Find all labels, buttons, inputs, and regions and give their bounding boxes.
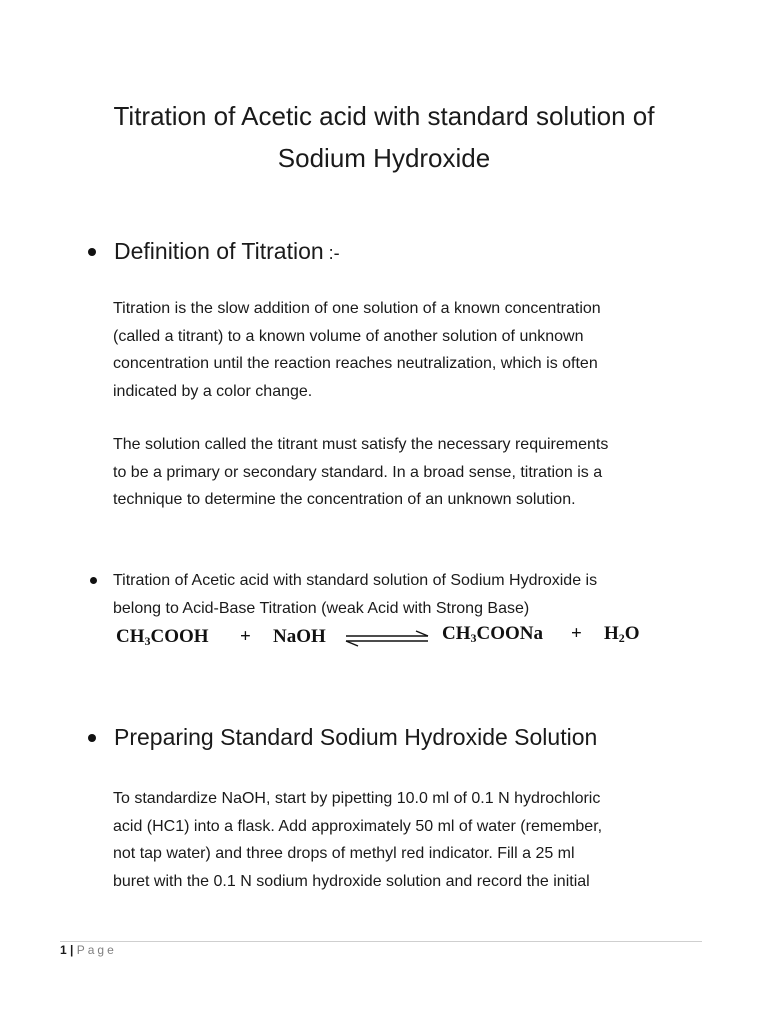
paragraph-line: technique to determine the concentration of an unknown solution. [113, 491, 576, 508]
product-sodium-acetate: $CH_3COONa$ [442, 623, 543, 645]
title-line-2: Sodium Hydroxide [277, 143, 491, 173]
paragraph-line: To standardize NaOH, start by pipetting 10.0 ml of 0.1 N hydrochloric [113, 790, 601, 807]
reactant-naoh: NaOH [273, 626, 326, 647]
page-footer [60, 943, 117, 957]
reactant-acetic-acid: $CH_3COOH$ [116, 626, 209, 648]
paragraph-line: Titration is the slow addition of one solution of a known concentration [113, 300, 601, 317]
paragraph-line: Titration of Acetic acid with standard solution of Sodium Hydroxide is [113, 572, 598, 589]
bullet-icon [90, 577, 97, 584]
plus-sign: + [571, 623, 582, 644]
title-line-1: Titration of Acetic acid with standard solution of [113, 101, 655, 131]
paragraph-line: not tap water) and three drops of methyl red indicator. Fill a 25 ml [113, 845, 575, 862]
page-label: Page [76, 943, 117, 957]
document-title [60, 95, 708, 179]
product-water: $H_2O$ [604, 623, 640, 645]
paragraph-line: (called a titrant) to a known volume of another solution of unknown [113, 327, 584, 345]
plus-sign: + [240, 626, 251, 647]
section-definition-heading [88, 238, 340, 265]
paragraph-line: concentration until the reaction reaches neutralization, which is often [113, 355, 598, 372]
definition-paragraph-1 [113, 295, 703, 405]
footer-separator: | [70, 943, 74, 957]
paragraph-line: belong to Acid-Base Titration (weak Acid with Strong Base) [113, 599, 530, 617]
paragraph-line: acid (HC1) into a flask. Add approximately 50 ml of water (remember, [113, 817, 603, 835]
paragraph-line: to be a primary or secondary standard. In a broad sense, titration is a [113, 463, 603, 481]
paragraph-line: buret with the 0.1 N sodium hydroxide solution and record the initial [113, 872, 590, 890]
reaction-description [113, 567, 703, 622]
section-preparing-heading [88, 724, 597, 751]
definition-paragraph-2 [113, 431, 703, 514]
bullet-icon [88, 248, 96, 256]
definition-heading-suffix: :- [323, 243, 340, 263]
preparing-paragraph [113, 785, 703, 895]
page-number: 1 [60, 943, 67, 957]
footer-divider [60, 941, 702, 942]
bullet-icon [88, 734, 96, 742]
paragraph-line: indicated by a color change. [113, 382, 313, 400]
paragraph-line: The solution called the titrant must satisfy the necessary requirements [113, 436, 609, 453]
equilibrium-arrow-icon [344, 630, 430, 648]
preparing-heading-text: Preparing Standard Sodium Hydroxide Solution [114, 724, 598, 750]
definition-heading-text: Definition of Titration [114, 238, 324, 264]
